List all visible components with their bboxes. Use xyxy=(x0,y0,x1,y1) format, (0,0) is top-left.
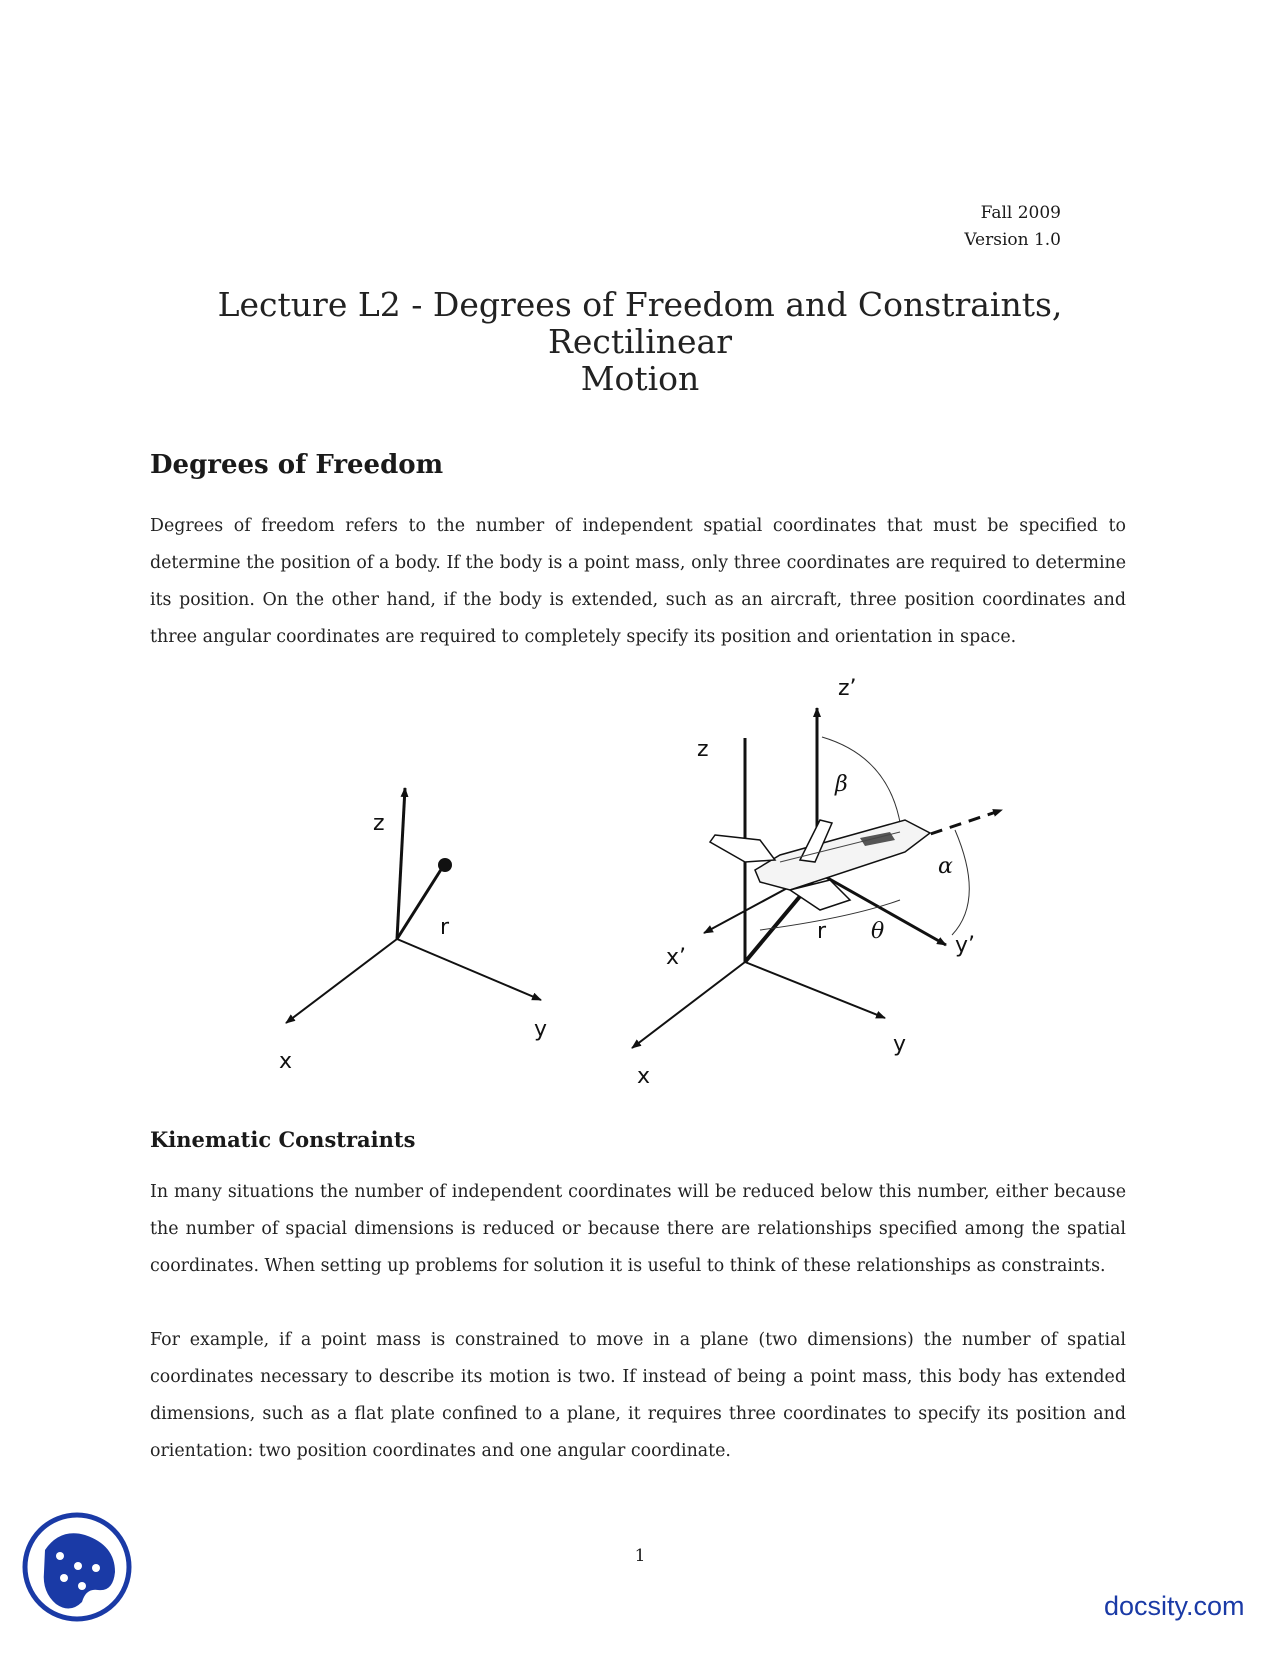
paragraph-degrees-of-freedom: Degrees of freedom refers to the number of independent spatial coordinates that must be specified to determine the position of a body. If the body is a point mass, only three coordinates are required to determine its position. On the other hand, if the body is extended, such as an aircraft, three position coordinates and three angular coordinates are required to completely specify its position and orientation in space. xyxy=(150,516,1126,647)
point-mass xyxy=(438,858,452,872)
left-r-vector xyxy=(397,868,442,939)
left-y-label: y xyxy=(534,1017,548,1042)
right-y-axis xyxy=(745,962,885,1018)
right-r-label: r xyxy=(817,919,827,944)
header-date: Fall 2009 xyxy=(980,203,1061,223)
paragraph-kinematic-1: In many situations the number of independent coordinates will be reduced below this number, either because the number of spacial dimensions is reduced or because there are relationships specified among the spatial coordinates. When setting up problems for solution it is useful to think of these relationships as constraints. xyxy=(150,1182,1126,1276)
left-x-label: x xyxy=(279,1049,293,1074)
docsity-brand-link[interactable]: docsity.com xyxy=(1104,1591,1245,1621)
header-version: Version 1.0 xyxy=(964,230,1061,250)
xprime-label: x’ xyxy=(666,945,687,970)
alpha-arc xyxy=(952,830,969,935)
section-heading-degrees-of-freedom: Degrees of Freedom xyxy=(150,450,444,480)
alpha-label: α xyxy=(938,854,953,879)
right-x-axis xyxy=(632,962,745,1048)
left-z-axis xyxy=(397,788,405,939)
left-z-label: z xyxy=(373,811,385,836)
left-r-label: r xyxy=(440,915,450,940)
title-line-2: Motion xyxy=(580,359,700,398)
section-heading-kinematic-constraints: Kinematic Constraints xyxy=(150,1127,416,1152)
left-y-axis xyxy=(397,939,541,1000)
yprime-label: y’ xyxy=(955,933,976,958)
left-diagram xyxy=(279,788,547,1074)
right-diagram xyxy=(632,676,1002,1089)
theta-label: θ xyxy=(871,919,885,944)
right-x-label: x xyxy=(637,1064,651,1089)
page-number: 1 xyxy=(634,1546,646,1566)
left-x-axis xyxy=(286,939,397,1023)
beta-label: β xyxy=(835,772,848,797)
paragraph-kinematic-2: For example, if a point mass is constrained to move in a plane (two dimensions) the number of spatial coordinates necessary to describe its motion is two. If instead of being a point mass, this body has extended dimensions, such as a flat plate confined to a plane, it requires three coordinates to specify its position and orientation: two position coordinates and one angular coordinate. xyxy=(150,1330,1126,1461)
title-line-1: Lecture L2 - Degrees of Freedom and Constraints, Rectilinear xyxy=(217,285,1063,361)
aircraft-icon xyxy=(710,820,930,910)
right-z-label: z xyxy=(697,737,709,762)
right-y-label: y xyxy=(893,1032,907,1057)
docsity-logo-icon[interactable] xyxy=(20,1510,134,1624)
zprime-label: z’ xyxy=(838,676,857,701)
